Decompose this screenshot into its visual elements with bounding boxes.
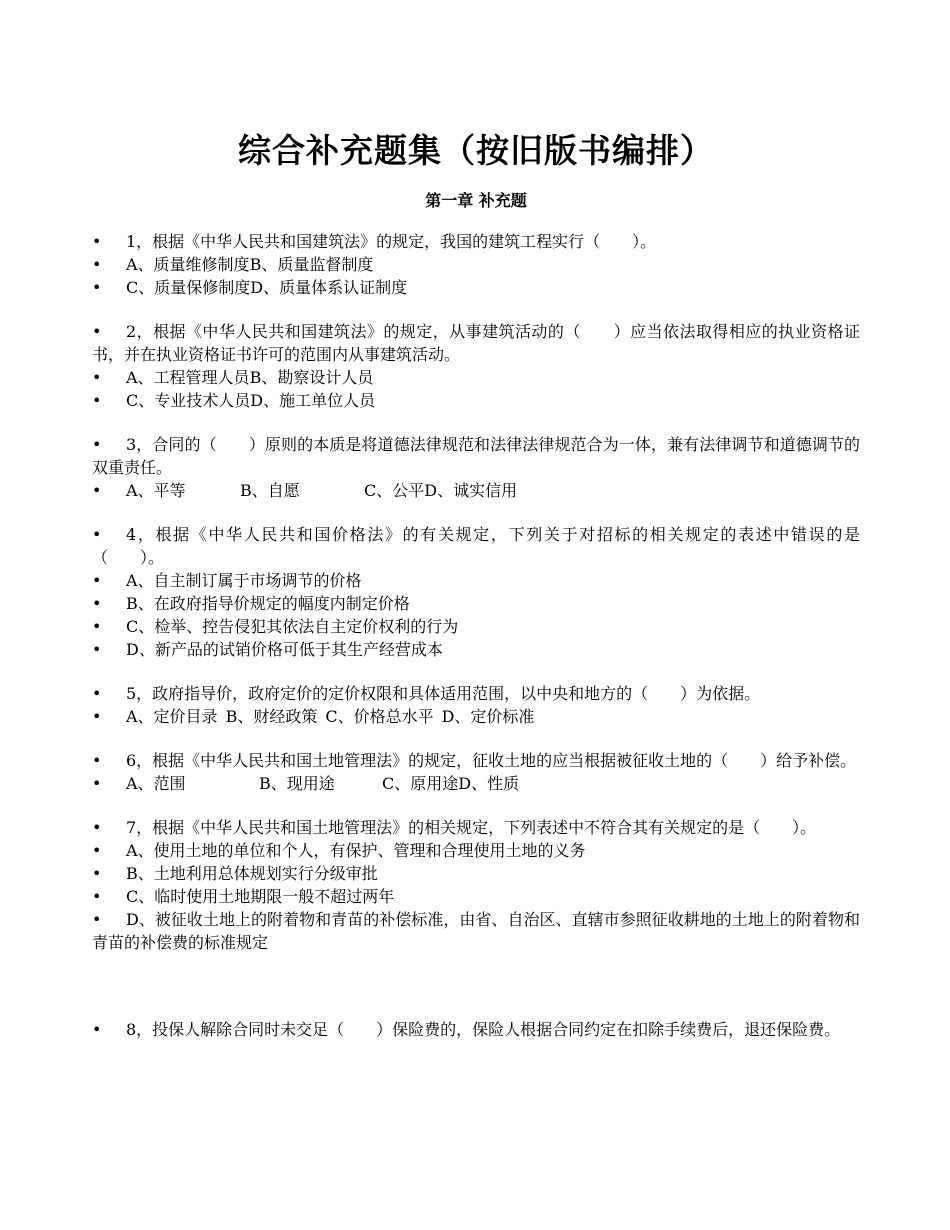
option-b: B、在政府指导价规定的幅度内制定价格 [126,594,410,613]
option-row [92,615,860,638]
bullet: • [92,391,102,410]
option-c: C、临时使用土地期限一般不超过两年 [126,887,395,906]
option-row [92,569,860,592]
option-c: C、价格总水平 [325,707,434,726]
option-row [92,885,860,908]
option-row [92,839,860,862]
bullet: • [92,887,102,906]
option-a: A、定价目录 [126,707,218,726]
question-7 [92,816,860,954]
option-row [92,253,860,276]
option-c: C、检举、控告侵犯其依法自主定价权利的行为 [126,617,459,636]
bullet: • [92,368,102,387]
bullet: • [92,481,102,500]
option-b: B、自愿 [240,481,300,500]
option-d: D、施工单位人员 [250,391,376,410]
option-row [92,479,860,502]
question-4 [92,523,860,661]
option-a: A、平等 [126,481,186,500]
question-6 [92,749,860,795]
option-d: D、性质 [458,774,520,793]
question-2 [92,320,860,412]
question-3 [92,433,860,502]
option-d: D、新产品的试销价格可低于其生产经营成本 [126,640,443,659]
bullet: • [92,255,102,274]
bullet: • [92,707,102,726]
document-page [92,0,860,1230]
option-c: C、专业技术人员 [126,391,251,410]
question-text: 6，根据《中华人民共和国土地管理法》的规定，征收土地的应当根据被征收土地的（ ）给予补偿。 [126,751,857,770]
option-c: C、原用途 [382,774,459,793]
option-a: A、使用土地的单位和个人，有保护、管理和合理使用土地的义务 [126,841,586,860]
option-a: A、自主制订属于市场调节的价格 [126,571,362,590]
option-c: C、公平 [364,481,425,500]
chapter-heading: 第一章 补充题 [425,191,527,210]
option-d: D、定价标准 [441,707,535,726]
bullet: • [92,864,102,883]
bullet: • [92,525,102,544]
option-b: B、现用途 [259,774,335,793]
option-b: B、土地利用总体规划实行分级审批 [126,864,378,883]
option-row [92,705,860,728]
question-text: 1，根据《中华人民共和国建筑法》的规定，我国的建筑工程实行（ ）。 [126,232,657,251]
bullet: • [92,818,102,837]
question-list [92,230,860,1062]
option-a: A、范围 [126,774,186,793]
question-text: 4，根据《中华人民共和国价格法》的有关规定，下列关于对招标的相关规定的表述中错误的是（ ）。 [92,525,860,567]
option-d: D、诚实信用 [424,481,518,500]
option-d: D、质量体系认证制度 [250,278,408,297]
question-1 [92,230,860,299]
option-d: D、被征收土地上的附着物和青苗的补偿标准，由省、自治区、直辖市参照征收耕地的土地上的附着物和青苗的补偿费的标准规定 [92,910,860,952]
option-row [92,862,860,885]
bullet: • [92,751,102,770]
option-a: A、工程管理人员 [126,368,250,387]
option-row [92,908,860,954]
option-b: B、质量监督制度 [249,255,374,274]
option-row [92,592,860,615]
option-a: A、质量维修制度 [126,255,250,274]
bullet: • [92,910,102,929]
bullet: • [92,435,102,454]
question-8 [92,1018,860,1041]
question-text: 5，政府指导价，政府定价的定价权限和具体适用范围，以中央和地方的（ ）为依据。 [126,684,761,703]
option-b: B、勘察设计人员 [249,368,374,387]
question-5 [92,682,860,728]
bullet: • [92,640,102,659]
option-row [92,276,860,299]
bullet: • [92,841,102,860]
question-text: 3，合同的（ ）原则的本质是将道德法律规范和法律法律规范合为一体，兼有法律调节和道德调节的双重责任。 [92,435,860,477]
option-c: C、质量保修制度 [126,278,251,297]
option-row [92,638,860,661]
bullet: • [92,278,102,297]
option-row [92,772,860,795]
bullet: • [92,684,102,703]
question-text: 8，投保人解除合同时未交足（ ）保险费的，保险人根据合同约定在扣除手续费后，退还保险费。 [126,1020,841,1039]
bullet: • [92,571,102,590]
option-b: B、财经政策 [225,707,318,726]
bullet: • [92,1020,102,1039]
bullet: • [92,774,102,793]
bullet: • [92,594,102,613]
question-text: 7，根据《中华人民共和国土地管理法》的相关规定，下列表述中不符合其有关规定的是（ ）。 [126,818,817,837]
bullet: • [92,322,102,341]
option-row [92,389,860,412]
question-text: 2，根据《中华人民共和国建筑法》的规定，从事建筑活动的（ ）应当依法取得相应的执业资格证书，并在执业资格证书许可的范围内从事建筑活动。 [92,322,860,364]
document-title: 综合补充题集（按旧版书编排） [238,131,714,170]
option-row [92,366,860,389]
bullet: • [92,617,102,636]
bullet: • [92,232,102,251]
